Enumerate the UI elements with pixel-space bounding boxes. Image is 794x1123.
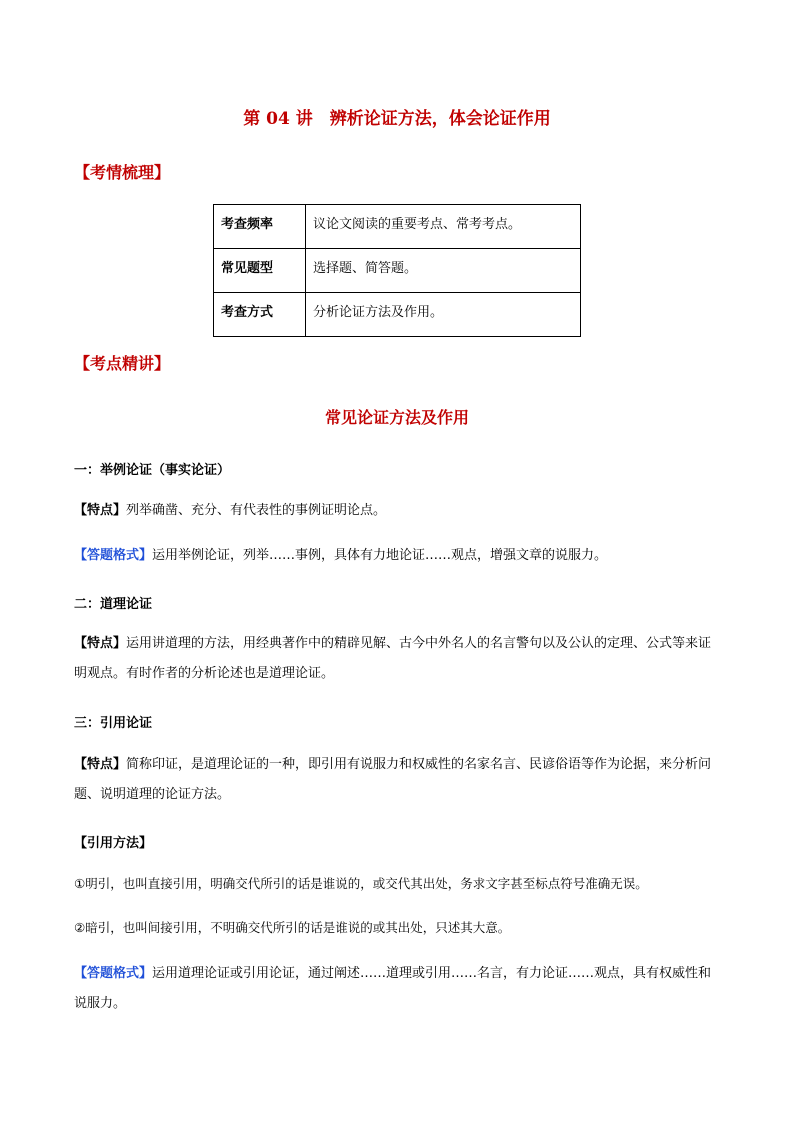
feature-text: 列举确凿、充分、有代表性的事例证明论点。 bbox=[126, 503, 387, 518]
method2-heading: 二：道理论证 bbox=[74, 597, 153, 612]
exam-info-table bbox=[213, 204, 581, 337]
method2-feature bbox=[74, 629, 724, 689]
table-key: 考查频率 bbox=[214, 205, 306, 249]
feature-tag: 【特点】 bbox=[74, 636, 127, 651]
table-value: 议论文阅读的重要考点、常考考点。 bbox=[306, 205, 581, 249]
method3-heading: 三：引用论证 bbox=[74, 716, 153, 731]
page-title: 第 04 讲 辨析论证方法，体会论证作用 bbox=[243, 109, 551, 129]
feature-tag: 【特点】 bbox=[74, 757, 127, 772]
table-key: 考查方式 bbox=[214, 293, 306, 337]
method1-feature bbox=[74, 496, 724, 526]
answer-format-tag: 【答题格式】 bbox=[74, 548, 153, 563]
feature-tag: 【特点】 bbox=[74, 503, 127, 518]
quote-methods-heading: 【引用方法】 bbox=[74, 836, 153, 851]
method3-answer-format bbox=[74, 959, 724, 1019]
method1-heading: 一：举例论证（事实论证） bbox=[74, 463, 231, 478]
section-heading-exam-overview: 【考情梳理】 bbox=[74, 163, 171, 182]
quote-method-implicit: ②暗引，也叫间接引用，不明确交代所引的话是谁说的或其出处，只述其大意。 bbox=[74, 920, 511, 935]
quote-method-explicit: ①明引，也叫直接引用，明确交代所引的话是谁说的，或交代其出处，务求文字甚至标点符号准确无误。 bbox=[74, 876, 648, 891]
answer-format-text: 运用道理论证或引用论证，通过阐述……道理或引用……名言，有力论证……观点，具有权威性和说服力。 bbox=[74, 966, 712, 1011]
feature-text: 运用讲道理的方法，用经典著作中的精辟见解、古今中外名人的名言警句以及公认的定理、公式等来证明观点。有时作者的分析论述也是道理论证。 bbox=[74, 636, 712, 681]
answer-format-tag: 【答题格式】 bbox=[74, 966, 153, 981]
table-row bbox=[214, 249, 581, 293]
method3-feature bbox=[74, 750, 724, 810]
subtitle: 常见论证方法及作用 bbox=[324, 408, 469, 427]
table-value: 选择题、简答题。 bbox=[306, 249, 581, 293]
table-value: 分析论证方法及作用。 bbox=[306, 293, 581, 337]
feature-text: 简称印证，是道理论证的一种，即引用有说服力和权威性的名家名言、民谚俗语等作为论据，来分析问题、说明道理的论证方法。 bbox=[74, 757, 712, 802]
table-row bbox=[214, 293, 581, 337]
answer-format-text: 运用举例论证，列举……事例，具体有力地论证……观点，增强文章的说服力。 bbox=[152, 548, 608, 563]
method1-answer-format bbox=[74, 541, 724, 571]
table-key: 常见题型 bbox=[214, 249, 306, 293]
table-row bbox=[214, 205, 581, 249]
section-heading-key-points: 【考点精讲】 bbox=[74, 354, 171, 373]
